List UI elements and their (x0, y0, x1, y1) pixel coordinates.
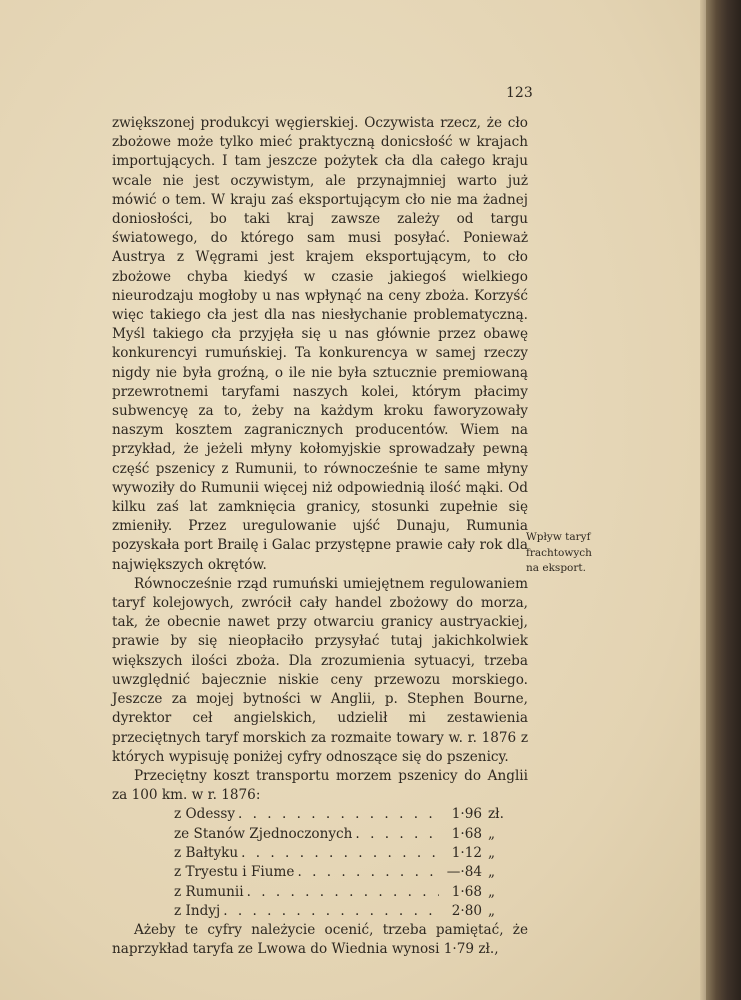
margin-note-line: na eksport. (526, 562, 586, 574)
rate-row (174, 863, 514, 882)
paragraph-1: zwiększonej produkcyi węgierskiej. Oczywista rzecz, że cło zbożowe może tylko mieć praktyczną donicsłość w krajach importujących. I tam jeszcze pożytek cła dla całego kraju wcale nie jest oczywistym, ale przynajmniej warto już mówić o tem. W kraju zaś eksportującym cło nie ma żadnej doniosłości, bo taki kraj zawsze zależy od targu światowego, do którego sam musi posyłać. Ponieważ Austrya z Węgrami jest krajem eksportującym, to cło zbożowe chyba kiedyś w czasie jakiegoś wielkiego nieurodzaju mogłoby u nas wpłynąć na ceny zboża. Korzyść więc takiego cła jest dla nas niesłychanie problematyczną. Myśl takiego cła przyjęła się u nas głównie przez obawę konkurencyi rumuńskiej. Ta konkurencya w samej rzeczy nigdy nie była groźną, o ile nie była sztucznie premiowaną przewrotnemi taryfami naszych kolei, którym płacimy subwencyę za to, żeby na każdym kroku faworyzowały naszym kosztem zagranicznych producentów. Wiem na przykład, że jeżeli młyny kołomyjskie sprowadzały pewną część pszenicy z Rumunii, to równocześnie te same młyny wywoziły do Rumunii więcej niż odpowiednią ilość mąki. Od kilku zaś lat zamknięcia granicy, stosunki zupełnie się zmieniły. Przez uregulowanie ujść Dunaju, Rumunia pozyskała port Brailę i Galac przystępne prawie cały rok dla największych okrętów. (112, 115, 528, 573)
rate-value: 1·68 (451, 883, 482, 900)
leader-dots (247, 883, 439, 902)
leader-dots (241, 844, 439, 863)
margin-note (526, 530, 594, 577)
closing-paragraph: Ażeby te cyfry należycie ocenić, trzeba pamiętać, że naprzykład taryfa ze Lwowa do Wiednia wynosi 1·79 zł., (112, 922, 528, 958)
page-number: 123 (506, 85, 533, 101)
leader-dots (355, 825, 439, 844)
rate-unit: „ (488, 825, 496, 842)
rate-value: 1·96 (451, 806, 482, 823)
rate-unit: zł. (488, 806, 504, 823)
rate-row (174, 844, 514, 863)
rate-unit: „ (488, 883, 496, 900)
rate-row (174, 805, 514, 824)
rate-origin: ze Stanów Zjednoczonych (174, 825, 353, 842)
rate-unit: „ (488, 902, 496, 919)
rate-value: —·84 (446, 864, 482, 881)
rate-origin: z Odessy (174, 806, 236, 823)
leader-dots (297, 863, 439, 882)
rate-origin: z Indyj (174, 902, 221, 919)
paragraph-3: Przeciętny koszt transportu morzem pszenicy do Anglii za 100 km. w r. 1876: (112, 767, 528, 804)
rate-value: 1·12 (451, 844, 482, 861)
rate-value: 1·68 (451, 825, 482, 842)
paragraph-2: Równocześnie rząd rumuński umiejętnem regulowaniem taryf kolejowych, zwrócił cały handel zbożowy do morza, tak, że obecnie nawet przy otwarciu granicy austryackiej, prawie by się nieopłaciło przysyłać tutaj jakichkolwiek większych ilości zboża. Dla zrozumienia sytuacyi, trzeba uwzględnić bajecznie niskie ceny przewozu morskiego. Jeszcze za mojej bytności w Anglii, p. Stephen Bourne, dyrektor ceł angielskich, udzielił mi zestawienia przeciętnych taryf morskich za rozmaite towary w. r. 1876 z których wypisuję poniżej cyfry odnoszące się do pszenicy. (112, 575, 528, 765)
rate-origin: z Bałtyku (174, 844, 239, 861)
rate-row (174, 825, 514, 844)
rate-row (174, 902, 514, 921)
book-spine (706, 0, 741, 1000)
rate-unit: „ (488, 864, 496, 881)
rate-row (174, 883, 514, 902)
rate-unit: „ (488, 844, 496, 861)
leader-dots (223, 902, 439, 921)
rate-value: 2·80 (451, 902, 482, 919)
rate-origin: z Rumunii (174, 883, 244, 900)
leader-dots (238, 805, 439, 824)
body-text (112, 114, 528, 960)
margin-note-line: Wpływ taryf (526, 531, 591, 543)
margin-note-line: frachtowych (526, 546, 592, 559)
freight-rates-list (174, 805, 514, 921)
rate-origin: z Tryestu i Fiume (174, 864, 295, 881)
